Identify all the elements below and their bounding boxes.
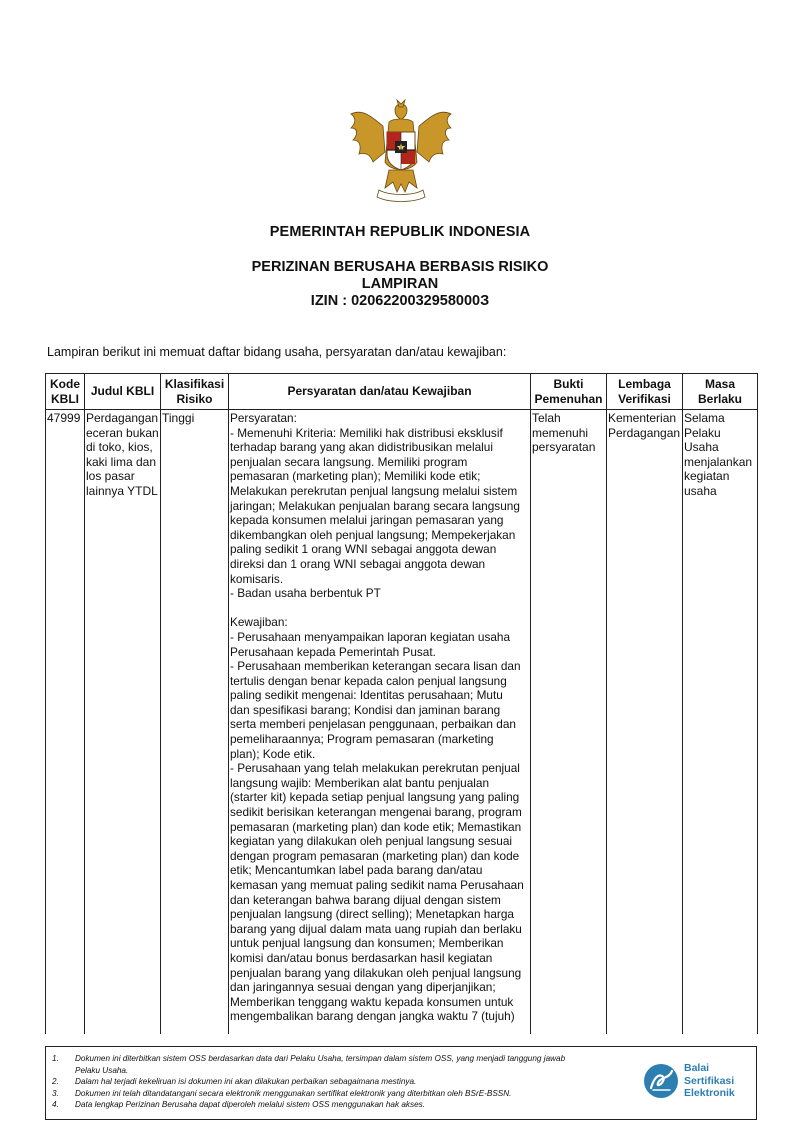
- document-subtitle: LAMPIRAN: [361, 276, 439, 292]
- cell-persyaratan: Persyaratan: - Memenuhi Kriteria: Memiliki hak distribusi eksklusif terhadap barang yang akan didistribusikan melalui penjualan secara langsung. Memiliki program pemasaran (marketing plan); Memiliki kode etik; Melakukan perekrutan penjual langsung melalui sistem jaringan; Melakukan penjualan barang secara langsung kepada konsumen melalui jaringan pemasaran yang dikembangkan oleh penjual langsung; Mempekerjakan paling sedikit 1 orang WNI sebagai anggota dewan direksi dan 1 orang WNI sebagai anggota dewan komisaris. - Badan usaha berbentuk PT Kewajiban: - Perusahaan menyampaikan laporan kegiatan usaha Perusahaan kepada Pemerintah Pusat. - Perusahaan memberikan keterangan secara lisan dan tertulis dengan benar kepada calon penjual langsung paling sedikit mengenai: Identitas perusahaan; Mutu dan spesifikasi barang; Kondisi dan jaminan barang serta memberi penjelasan penggunaan, perbaikan dan pemeliharaannya; Program pemasaran (marketing plan); Kode etik. - Perusahaan yang telah melakukan perekrutan penjual langsung wajib: Memberikan alat bantu penjualan (starter kit) kepada setiap penjual langsung yang paling sedikit berisikan keterangan mengenai barang, program pemasaran (marketing plan) dan kode etik; Memastikan kegiatan yang dilakukan oleh penjual langsung sesuai dengan program pemasaran (marketing plan) dan kode etik; Mencantumkan label pada barang dan/atau kemasan yang memuat paling sedikit nama Perusahaan dan keterangan bahwa barang dijual dengan sistem penjualan langsung (direct selling); Menetapkan harga barang yang dijual dalam mata uang rupiah dan berlaku untuk penjual langsung dan konsumen; Memberikan komisi dan/atau bonus berdasarkan hasil kegiatan penjualan barang yang dilakukan oleh penjual langsung dan jaringannya sesuai dengan yang diperjanjikan; Memberikan tenggang waktu kepada konsumen untuk mengembalikan barang dengan jangka waktu 7 (tujuh): [229, 410, 531, 1034]
- table-header-row: [46, 374, 758, 410]
- document-title-block: [0, 259, 800, 310]
- footer-note-number: 4.: [52, 1100, 59, 1110]
- table-row: [46, 410, 758, 1034]
- cell-masa: Selama Pelaku Usaha menjalankan kegiatan usaha: [683, 410, 758, 1034]
- footer-note-number: 1.: [52, 1054, 59, 1063]
- cell-judul: Perdagangan eceran bukan di toko, kios, kaki lima dan los pasar lainnya YTDL: [85, 410, 161, 1034]
- header-lembaga-verifikasi: Lembaga Verifikasi: [607, 374, 683, 410]
- header-masa-berlaku: Masa Berlaku: [683, 374, 758, 410]
- footer-note-text: Pelaku Usaha.: [75, 1065, 129, 1075]
- bsre-logo-text: [684, 1062, 735, 1100]
- footer-note-text: Dokumen ini telah ditandatangani secara elektronik menggunakan sertifikat elektronik yang diterbitkan oleh BSrE-BSSN.: [75, 1088, 512, 1098]
- garuda-pancasila-emblem: [345, 96, 457, 208]
- government-heading: PEMERINTAH REPUBLIK INDONESIA: [269, 224, 531, 240]
- bsre-logo: [642, 1059, 750, 1105]
- cell-kode: 47999: [46, 410, 85, 1034]
- footer-box: [45, 1046, 757, 1120]
- bsre-line-2: Sertifikasi: [684, 1074, 735, 1087]
- kbli-table: [45, 373, 758, 1034]
- footer-note-number: 3.: [52, 1088, 59, 1098]
- header-bukti-pemenuhan: Bukti Pemenuhan: [531, 374, 607, 410]
- header-judul-kbli: Judul KBLI: [85, 374, 161, 410]
- header-kode-kbli: Kode KBLI: [46, 374, 85, 410]
- header-persyaratan: Persyaratan dan/atau Kewajiban: [229, 374, 531, 410]
- footer-note: [52, 1088, 637, 1100]
- footer-note-number: 2.: [52, 1077, 59, 1087]
- header-klasifikasi-risiko: Klasifikasi Risiko: [161, 374, 229, 410]
- footer-note-text: Dokumen ini diterbitkan sistem OSS berdasarkan data dari Pelaku Usaha, tersimpan dalam sistem OSS, yang menjadi tanggung jawab: [75, 1054, 566, 1063]
- footer-note: [52, 1076, 637, 1088]
- cell-bukti: Telah memenuhi persyaratan: [531, 410, 607, 1034]
- footer-note: [52, 1053, 637, 1065]
- cell-risiko: Tinggi: [161, 410, 229, 1034]
- footer-note-text: Dalam hal terjadi kekeliruan isi dokumen ini akan dilakukan perbaikan sebagaimana mestinya.: [75, 1077, 417, 1087]
- cell-lembaga: Kementerian Perdagangan: [607, 410, 683, 1034]
- intro-text: Lampiran berikut ini memuat daftar bidang usaha, persyaratan dan/atau kewajiban:: [47, 345, 507, 359]
- footer-note: [52, 1099, 637, 1111]
- bsre-line-3: Elektronik: [684, 1087, 735, 1099]
- footer-note: [52, 1065, 637, 1077]
- footer-note-text: Data lengkap Perizinan Berusaha dapat diperoleh melalui sistem OSS menggunakan hak akses.: [75, 1100, 425, 1110]
- bsre-line-1: Balai: [684, 1062, 710, 1074]
- permit-number: IZIN : 0206220032958000З: [310, 293, 490, 309]
- bsre-signature-icon: [642, 1062, 680, 1100]
- footer-notes: [52, 1053, 637, 1111]
- document-title: PERIZINAN BERUSAHA BERBASIS RISIKO: [251, 259, 549, 275]
